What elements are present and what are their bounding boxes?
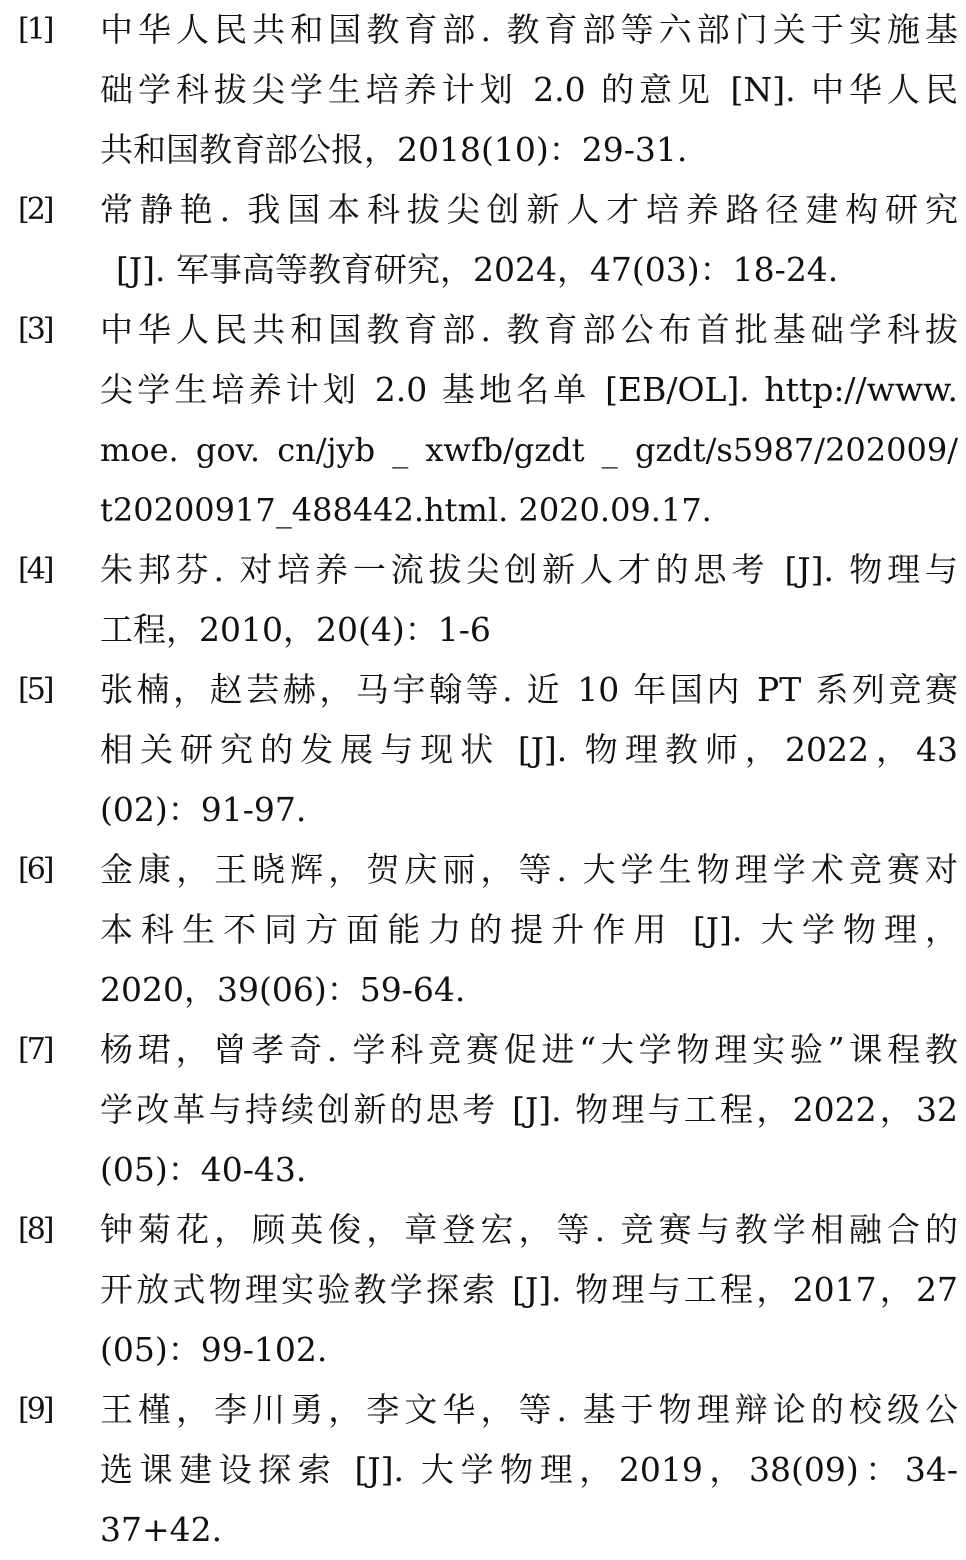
reference-number: [4]	[18, 552, 52, 587]
reference-line: 2020，39(06)：59-64.	[100, 970, 466, 1009]
reference-line: 础学科拔尖学生培养计划 2.0 的意见 [N]. 中华人民	[100, 70, 958, 109]
reference-line: 共和国教育部公报，2018(10)：29-31.	[100, 130, 688, 169]
reference-line: (05)：99-102.	[100, 1330, 328, 1369]
reference-line: 选课建设探索 [J]. 大学物理，2019，38(09)：34-	[100, 1450, 958, 1489]
reference-line: 杨珺，曾孝奇. 学科竞赛促进“大学物理实验”课程教	[100, 1030, 958, 1069]
reference-line: 王槿，李川勇，李文华，等. 基于物理辩论的校级公	[100, 1390, 958, 1429]
reference-line: (05)：40-43.	[100, 1150, 307, 1189]
reference-line: 相关研究的发展与现状 [J]. 物理教师，2022，43	[100, 730, 958, 769]
reference-number: [9]	[18, 1392, 52, 1427]
reference-number: [6]	[18, 852, 52, 887]
reference-line: 学改革与持续创新的思考 [J]. 物理与工程，2022，32	[100, 1090, 958, 1129]
reference-line: 常静艳. 我国本科拔尖创新人才培养路径建构研究	[100, 190, 958, 229]
reference-line: 张楠，赵芸赫，马宇翰等. 近 10 年国内 PT 系列竞赛	[100, 670, 958, 709]
reference-line: 中华人民共和国教育部. 教育部公布首批基础学科拔	[100, 310, 958, 349]
reference-line: moe. gov. cn/jyb _ xwfb/gzdt _ gzdt/s5987/202009/	[100, 431, 958, 469]
reference-line: 朱邦芬. 对培养一流拔尖创新人才的思考 [J]. 物理与	[100, 550, 958, 589]
reference-line: 中华人民共和国教育部. 教育部等六部门关于实施基	[100, 10, 958, 49]
reference-line: [J]. 军事高等教育研究，2024，47(03)：18-24.	[116, 250, 839, 289]
reference-number: [3]	[18, 312, 52, 347]
reference-line: (02)：91-97.	[100, 790, 307, 829]
reference-number: [1]	[18, 12, 52, 47]
reference-number: [8]	[18, 1212, 52, 1247]
reference-line: 钟菊花，顾英俊，章登宏，等. 竞赛与教学相融合的	[100, 1210, 958, 1249]
reference-line: 开放式物理实验教学探索 [J]. 物理与工程，2017，27	[100, 1270, 958, 1309]
reference-line: 本科生不同方面能力的提升作用 [J]. 大学物理，	[100, 910, 958, 949]
reference-number: [2]	[18, 192, 52, 227]
reference-number: [7]	[18, 1032, 52, 1067]
reference-line: 37+42.	[100, 1510, 223, 1549]
reference-line: 工程，2010，20(4)：1-6	[100, 610, 491, 649]
reference-line: 尖学生培养计划 2.0 基地名单 [EB/OL]. http://www.	[100, 370, 958, 409]
reference-line: 金康，王晓辉，贺庆丽，等. 大学生物理学术竞赛对	[100, 850, 958, 889]
reference-line: t20200917_488442.html. 2020.09.17.	[100, 491, 712, 529]
reference-number: [5]	[18, 672, 52, 707]
